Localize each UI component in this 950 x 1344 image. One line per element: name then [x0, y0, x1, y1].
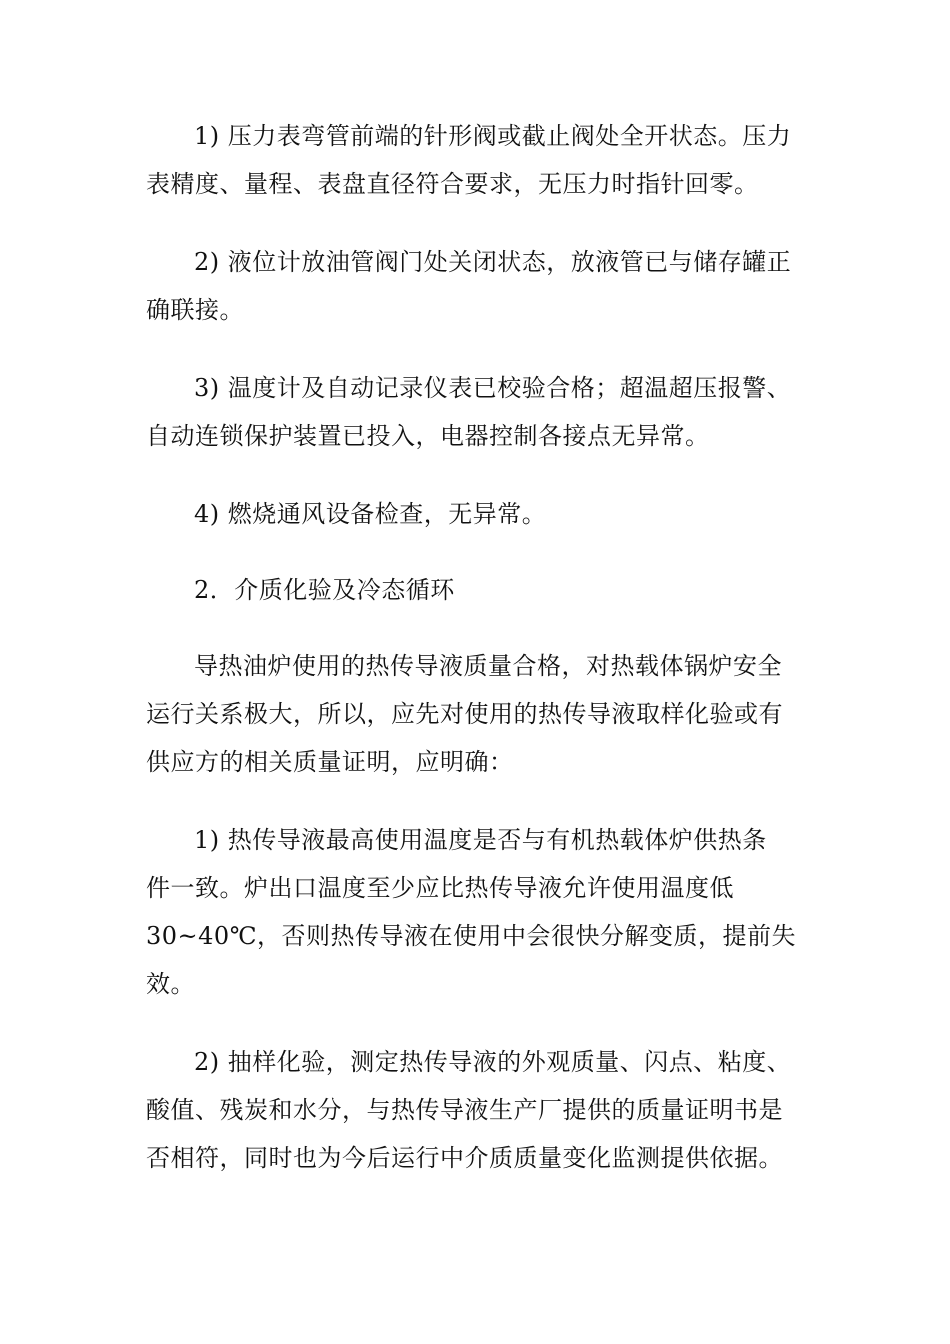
text-line: 导热油炉使用的热传导液质量合格，对热载体锅炉安全 — [194, 652, 782, 680]
text-line: 自动连锁保护装置已投入，电器控制各接点无异常。 — [146, 422, 710, 450]
document-body — [146, 112, 810, 1182]
text-line: 运行关系极大，所以，应先对使用的热传导液取样化验或有 — [146, 700, 783, 728]
text-line: 供应方的相关质量证明，应明确： — [146, 748, 514, 776]
text-line: 2) 抽样化验，测定热传导液的外观质量、闪点、粘度、 — [194, 1048, 792, 1076]
paragraph-combustion-check — [146, 490, 810, 538]
text-line: 确联接。 — [146, 296, 244, 324]
paragraph-thermometer — [146, 364, 810, 460]
text-line: 酸值、残炭和水分，与热传导液生产厂提供的质量证明书是 — [146, 1096, 783, 1124]
heading-line: 2．介质化验及冷态循环 — [194, 576, 455, 604]
text-line: 件一致。炉出口温度至少应比热传导液允许使用温度低 — [146, 874, 734, 902]
text-line: 2) 液位计放油管阀门处关闭状态，放液管已与储存罐正 — [194, 248, 792, 276]
paragraph-medium-quality — [146, 642, 810, 786]
text-line: 4) 燃烧通风设备检查，无异常。 — [194, 500, 547, 528]
text-line: 30~40℃，否则热传导液在使用中会很快分解变质，提前失 — [146, 922, 797, 950]
paragraph-pressure-gauge — [146, 112, 810, 208]
text-line: 1) 压力表弯管前端的针形阀或截止阀处全开状态。压力 — [194, 122, 792, 150]
text-line: 效。 — [146, 970, 195, 998]
text-line: 表精度、量程、表盘直径符合要求，无压力时指针回零。 — [146, 170, 759, 198]
text-line: 3) 温度计及自动记录仪表已校验合格；超温超压报警、 — [194, 374, 792, 402]
paragraph-sampling-test — [146, 1038, 810, 1182]
text-line: 1) 热传导液最高使用温度是否与有机热载体炉供热条 — [194, 826, 767, 854]
paragraph-max-temperature — [146, 816, 810, 1008]
paragraph-level-gauge — [146, 238, 810, 334]
text-line: 否相符，同时也为今后运行中介质质量变化监测提供依据。 — [146, 1144, 783, 1172]
section-heading — [146, 566, 810, 614]
